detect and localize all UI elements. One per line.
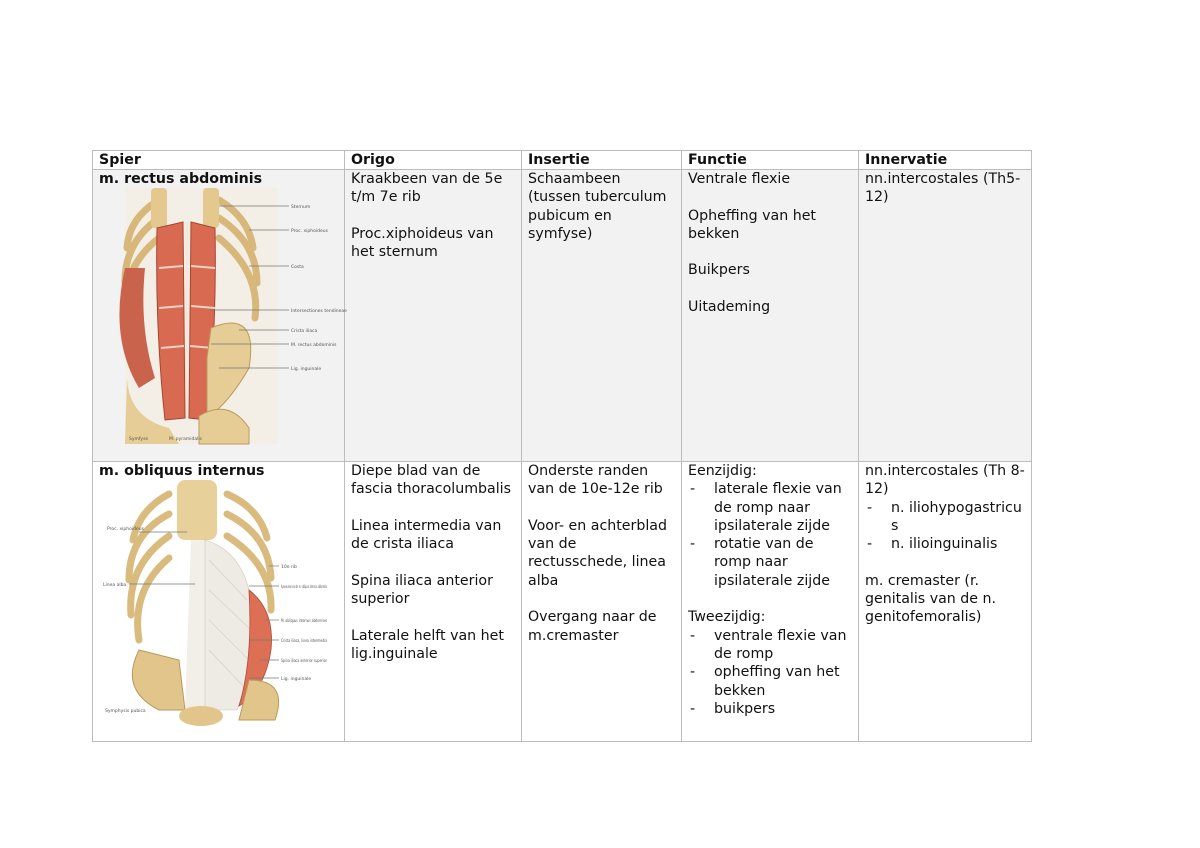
- insertie-item: Overgang naar de m.cremaster: [528, 609, 657, 644]
- figure-label: Crista iliaca: [291, 329, 318, 335]
- header-insertie: Insertie: [522, 151, 682, 170]
- header-row: [93, 151, 1032, 170]
- origo-item: Linea intermedia van de crista iliaca: [351, 517, 502, 553]
- figure-label: Aponeurose van de m. obliquus internus abdominis: [281, 585, 397, 591]
- cell-functie: [682, 462, 859, 742]
- figure-label: Spina iliaca anterior superior: [281, 659, 346, 665]
- functie-tweezijdig-list: [688, 627, 852, 718]
- list-item: - ventrale flexie van de romp: [688, 627, 852, 664]
- figure-label: Symphysis pubica: [105, 709, 146, 715]
- header-functie: Functie: [682, 151, 859, 170]
- figure-label: M. rectus abdominis: [291, 343, 337, 349]
- figure-label: Proc. xiphoideus: [107, 527, 144, 533]
- list-item: - n. iliohypogastricus: [865, 499, 1025, 536]
- cell-insertie: [522, 462, 682, 742]
- figure-label: Sternum: [291, 205, 311, 211]
- list-item: - opheffing van het bekken: [688, 663, 852, 700]
- muscle-table: [92, 150, 1032, 742]
- list-item: - rotatie van de romp naar ipsilaterale zijde: [688, 535, 852, 590]
- figure-label: 10e rib: [281, 565, 297, 571]
- muscle-name: m. obliquus internus: [99, 463, 265, 479]
- figure-label: Lig. inguinale: [281, 677, 312, 683]
- header-origo: Origo: [345, 151, 522, 170]
- insertie-text: Schaambeen (tussen tuberculum pubicum en symfyse): [528, 171, 667, 242]
- figure-label: M. obliquus internus abdominis: [281, 619, 352, 625]
- functie-item: Uitademing: [688, 299, 771, 316]
- origo-item: Proc.xiphoideus van het sternum: [351, 225, 494, 261]
- figure-label: Proc. xiphoideus: [291, 229, 328, 235]
- cell-functie: [682, 170, 859, 462]
- origo-item: Spina iliaca anterior superior: [351, 572, 493, 608]
- figure-label: Linea alba: [103, 583, 127, 589]
- functie-tweezijdig-label: Tweezijdig:: [688, 609, 766, 626]
- origo-item: Diepe blad van de fascia thoracolumbalis: [351, 463, 511, 498]
- figure-label: Intersectiones tendineae: [291, 309, 347, 315]
- innervatie-text: nn.intercostales (Th 8-12): [865, 463, 1025, 498]
- functie-item: Opheffing van het bekken: [688, 207, 816, 242]
- list-item: - laterale flexie van de romp naar ipsilaterale zijde: [688, 480, 852, 535]
- list-item: - n. ilioinguinalis: [865, 535, 1025, 553]
- insertie-item: Voor- en achterblad van de rectusschede, linea alba: [528, 517, 668, 589]
- functie-item: Buikpers: [688, 262, 750, 279]
- rectus-abdominis-illustration: [99, 188, 347, 444]
- insertie-item: Onderste randen van de 10e-12e rib: [528, 463, 663, 498]
- innervatie-text: nn.intercostales (Th5-12): [865, 171, 1021, 206]
- table-row: [93, 170, 1032, 462]
- cell-origo: [345, 462, 522, 742]
- muscle-name: m. rectus abdominis: [99, 171, 263, 187]
- innervatie-list: [865, 499, 1025, 554]
- functie-item: Ventrale flexie: [688, 171, 791, 187]
- cell-spier: [93, 170, 345, 462]
- header-spier: Spier: [93, 151, 345, 170]
- cell-innervatie: [859, 170, 1032, 462]
- figure-label: Symfyse: [129, 437, 149, 443]
- figure-label: M. pyramidalis: [169, 437, 202, 443]
- obliquus-internus-illustration: [99, 480, 397, 734]
- origo-item: Kraakbeen van de 5e t/m 7e rib: [351, 171, 503, 206]
- functie-eenzijdig-list: [688, 480, 852, 590]
- table-row: [93, 462, 1032, 742]
- figure-label: Lig. inguinale: [291, 367, 322, 373]
- origo-item: Laterale helft van het lig.inguinale: [351, 627, 504, 662]
- cell-spier: [93, 462, 397, 742]
- list-item: - buikpers: [688, 700, 852, 718]
- figure-label: Crista iliaca, linea intermedia: [281, 639, 347, 645]
- figure-label: Costa: [291, 265, 304, 271]
- cell-innervatie: [859, 462, 1032, 742]
- functie-eenzijdig-label: Eenzijdig:: [688, 463, 757, 479]
- cell-origo: [345, 170, 522, 462]
- cell-insertie: [522, 170, 682, 462]
- innervatie-extra: m. cremaster (r. genitalis van de n. genitofemoralis): [865, 572, 997, 626]
- header-innervatie: Innervatie: [859, 151, 1032, 170]
